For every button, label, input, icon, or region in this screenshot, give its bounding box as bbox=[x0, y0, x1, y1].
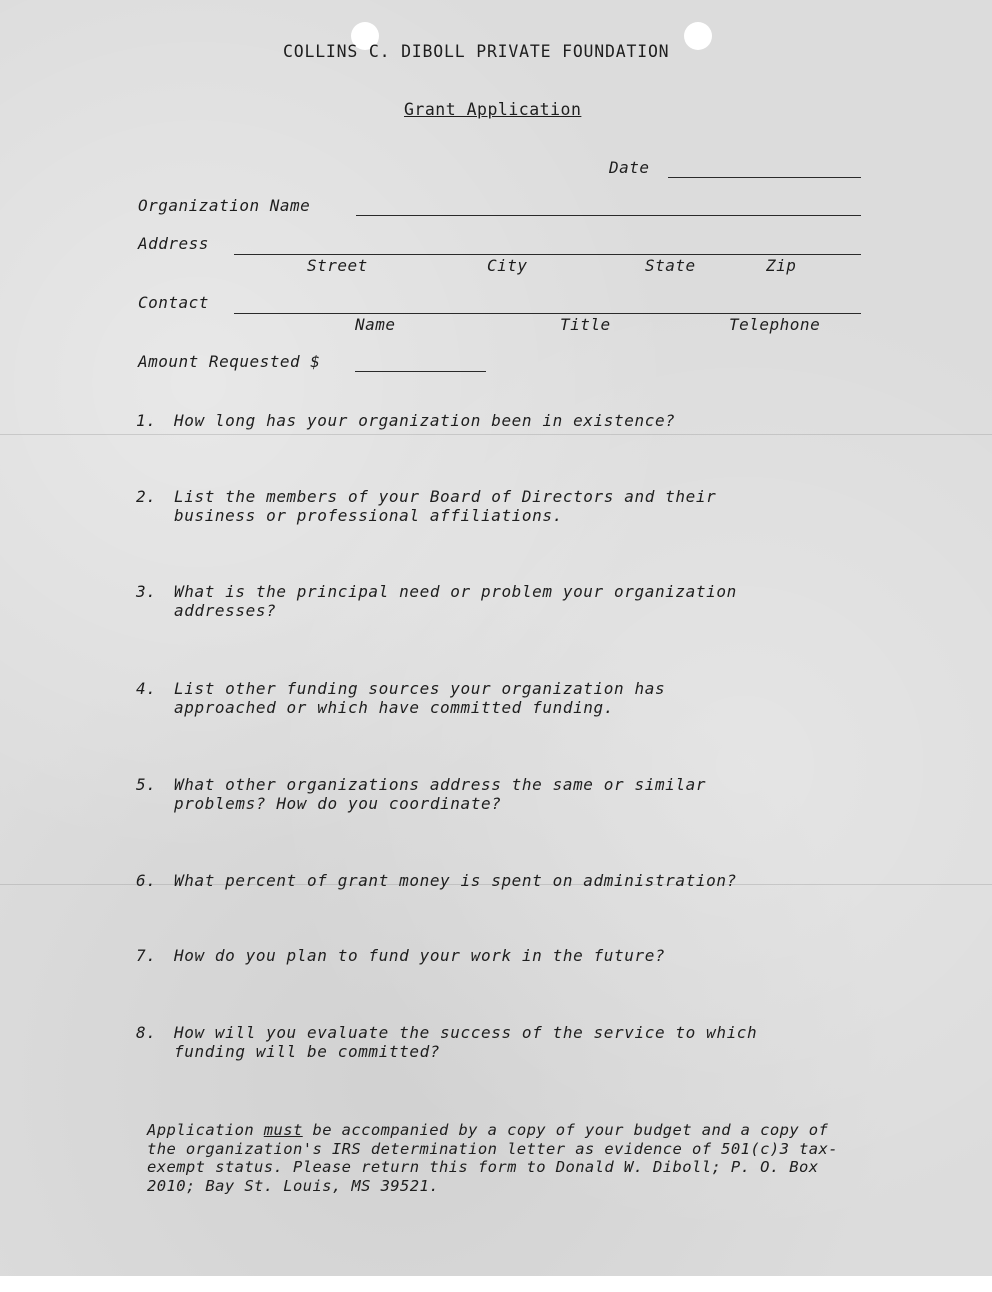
amount-requested-label: Amount Requested $ bbox=[138, 352, 321, 371]
date-label: Date bbox=[609, 158, 650, 177]
question-text: What is the principal need or problem your organization addresses? bbox=[174, 582, 737, 620]
foundation-name: COLLINS C. DIBOLL PRIVATE FOUNDATION bbox=[283, 42, 670, 61]
question-number: 4. bbox=[136, 679, 157, 698]
contact-name-caption: Name bbox=[355, 315, 396, 334]
question-2 bbox=[136, 487, 876, 525]
question-number: 5. bbox=[136, 775, 157, 794]
question-5 bbox=[136, 775, 876, 813]
question-text: List other funding sources your organization has approached or which have committed funding. bbox=[174, 679, 666, 717]
contact-field[interactable] bbox=[234, 313, 861, 314]
question-text: List the members of your Board of Directors and their business or professional affiliations. bbox=[174, 487, 717, 525]
question-number: 7. bbox=[136, 946, 157, 965]
instructions-emphasis: must bbox=[263, 1121, 303, 1139]
question-number: 2. bbox=[136, 487, 157, 506]
question-number: 3. bbox=[136, 582, 157, 601]
date-field[interactable] bbox=[668, 177, 861, 178]
question-text: How long has your organization been in existence? bbox=[174, 411, 676, 430]
question-number: 8. bbox=[136, 1023, 157, 1042]
address-city-caption: City bbox=[487, 256, 528, 275]
submission-instructions bbox=[147, 1121, 867, 1195]
fold-crease-upper bbox=[0, 434, 992, 435]
question-1 bbox=[136, 411, 876, 430]
contact-label: Contact bbox=[138, 293, 209, 312]
question-number: 6. bbox=[136, 871, 157, 890]
address-label: Address bbox=[138, 234, 209, 253]
question-3 bbox=[136, 582, 876, 620]
address-street-caption: Street bbox=[307, 256, 368, 275]
question-4 bbox=[136, 679, 876, 717]
address-zip-caption: Zip bbox=[766, 256, 797, 275]
contact-telephone-caption: Telephone bbox=[729, 315, 821, 334]
organization-name-field[interactable] bbox=[356, 215, 861, 216]
question-6 bbox=[136, 871, 876, 890]
organization-name-label: Organization Name bbox=[138, 196, 311, 215]
punch-hole-right bbox=[684, 22, 712, 50]
amount-requested-field[interactable] bbox=[355, 371, 486, 372]
question-text: How will you evaluate the success of the service to which funding will be committed? bbox=[174, 1023, 758, 1061]
question-7 bbox=[136, 946, 876, 965]
instructions-text-end: be accompanied by a copy of your budget and a copy of the organization's IRS determination letter as evidence of 501(c)3 tax-exempt status. Please return this form to Donald W. Diboll; P. O. Box 2010; Bay St. Louis, MS 39521. bbox=[147, 1121, 838, 1195]
question-text: What percent of grant money is spent on administration? bbox=[174, 871, 737, 890]
form-title: Grant Application bbox=[404, 100, 582, 119]
question-text: What other organizations address the same or similar problems? How do you coordinate? bbox=[174, 775, 707, 813]
address-field[interactable] bbox=[234, 254, 861, 255]
question-text: How do you plan to fund your work in the future? bbox=[174, 946, 666, 965]
question-number: 1. bbox=[136, 411, 157, 430]
contact-title-caption: Title bbox=[560, 315, 611, 334]
address-state-caption: State bbox=[645, 256, 696, 275]
question-8 bbox=[136, 1023, 876, 1061]
instructions-text-start: Application bbox=[147, 1121, 264, 1139]
